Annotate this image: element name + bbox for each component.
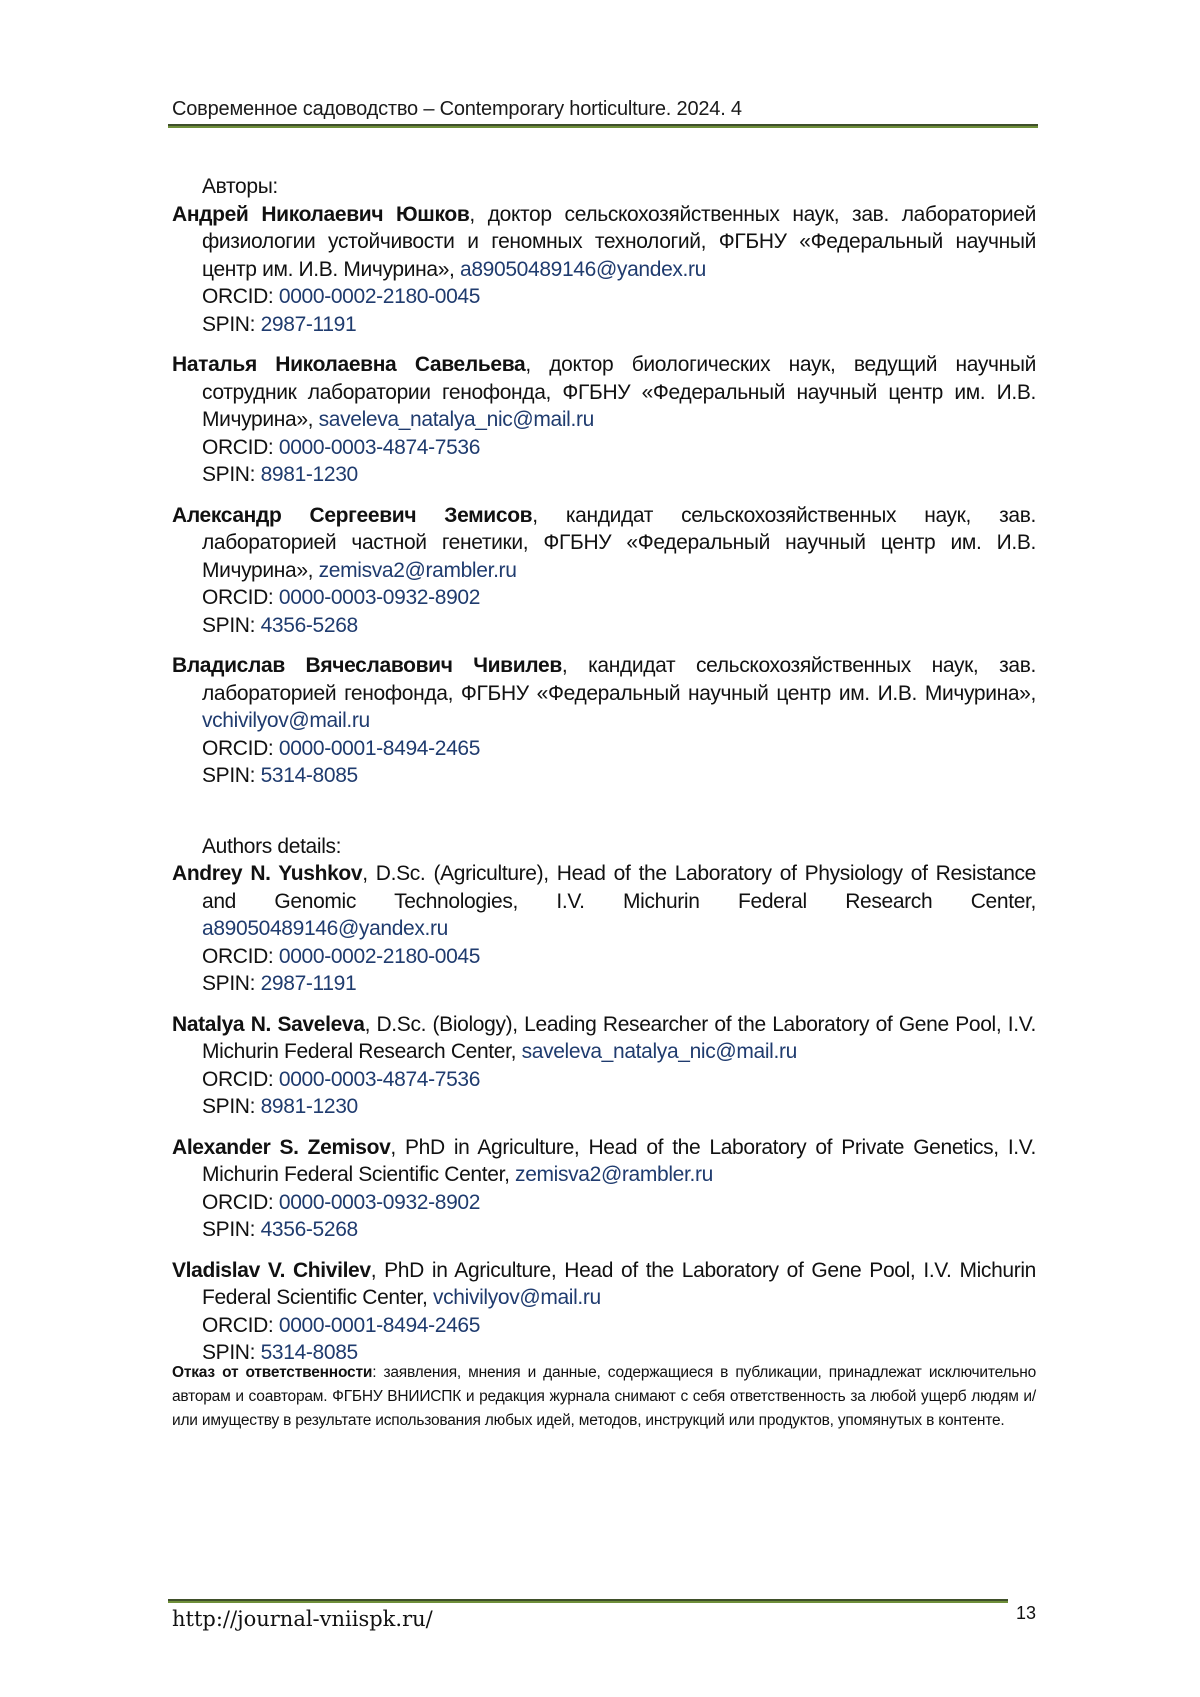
author-affiliation: , кандидат сельскохозяйственных наук, зав. лабораторией частной генетики, ФГБНУ «Федеральный научный центр им. И.В. Мичурина», [202,503,1036,582]
authors-label-en: Authors details: [202,834,342,858]
spin-label: SPIN: [202,312,261,336]
header-rule [168,124,1038,128]
authors-label-ru: Авторы: [202,175,278,198]
spin-label: SPIN: [202,1095,261,1118]
author-email-link[interactable]: saveleva_natalya_nic@mail.ru [521,1040,797,1063]
author-name: Alexander S. Zemisov [172,1135,391,1159]
spin-line [172,311,1036,339]
spin-label: SPIN: [202,764,261,787]
author-name: Andrey N. Yushkov [172,862,363,885]
spin-link[interactable]: 4356-5268 [260,1218,358,1241]
author-entry-en [172,860,1036,998]
orcid-label: ORCID: [202,435,279,459]
spin-line [172,612,1036,640]
spin-line [172,970,1036,998]
author-name: Александр Сергеевич Земисов [172,503,533,527]
author-email-link[interactable]: saveleva_natalya_nic@mail.ru [318,408,594,431]
orcid-line [172,1066,1036,1094]
spin-link[interactable]: 4356-5268 [260,613,358,637]
author-email-link[interactable]: a89050489146@yandex.ru [460,257,707,281]
author-name: Vladislav V. Chivilev [172,1258,371,1282]
disclaimer-text: : заявления, мнения и данные, содержащиеся в публикации, принадлежат исключительно авторам и соавторам. ФГБНУ ВНИИСПК и редакция журнала снимают с себя ответственность за любой ущерб людям и/или имуществу в результате использования любых идей, методов, инструкций или продуктов, упомянутых в контенте. [172,1364,1036,1429]
orcid-line [172,735,1036,763]
spin-label: SPIN: [202,463,261,486]
author-affiliation: , PhD in Agriculture, Head of the Laboratory of Private Genetics, I.V. Michurin Federal Scientific Center, [202,1135,1036,1186]
author-affiliation: , кандидат сельскохозяйственных наук, зав. лабораторией генофонда, ФГБНУ «Федеральный научный центр им. И.В. Мичурина», [202,654,1036,705]
author-entry-ru [172,351,1036,489]
author-entry-en [172,1134,1036,1244]
orcid-link[interactable]: 0000-0001-8494-2465 [278,736,481,760]
author-email-link[interactable]: zemisva2@rambler.ru [318,558,517,582]
author-name: Андрей Николаевич Юшков [172,202,470,226]
author-description [172,201,1036,284]
spin-link[interactable]: 8981-1230 [260,463,358,486]
author-description [172,351,1036,434]
author-email-link[interactable]: a89050489146@yandex.ru [202,917,448,940]
orcid-link[interactable]: 0000-0003-0932-8902 [278,1190,481,1214]
orcid-line [172,943,1036,971]
spin-link[interactable]: 8981-1230 [260,1095,358,1118]
author-entry-ru [172,201,1036,339]
spin-link[interactable]: 5314-8085 [260,764,358,787]
author-name: Владислав Вячеславович Чивилев [172,654,562,677]
author-description [172,1011,1036,1066]
author-entry-en [172,1257,1036,1367]
orcid-link[interactable]: 0000-0003-4874-7536 [278,435,481,459]
author-affiliation: , PhD in Agriculture, Head of the Laboratory of Gene Pool, I.V. Michurin Federal Scientific Center, [202,1258,1037,1309]
disclaimer [172,1361,1036,1433]
author-email-link[interactable]: vchivilyov@mail.ru [202,709,370,732]
footer-url-link[interactable]: http://journal-vniispk.ru/ [172,1607,433,1631]
orcid-link[interactable]: 0000-0001-8494-2465 [278,1313,481,1337]
spin-line [172,461,1036,489]
orcid-line [172,1189,1036,1217]
disclaimer-title: Отказ от ответственности [172,1364,373,1381]
author-description [172,860,1036,943]
orcid-label: ORCID: [202,285,279,308]
author-entry-ru [172,652,1036,790]
author-name: Natalya N. Saveleva [172,1012,365,1036]
spin-label: SPIN: [202,1341,261,1364]
authors-content [172,173,1036,1380]
orcid-line [172,584,1036,612]
author-entry-ru [172,502,1036,640]
spin-label: SPIN: [202,972,261,995]
orcid-link[interactable]: 0000-0003-0932-8902 [278,586,481,609]
running-header: Современное садоводство – Contemporary horticulture. 2024. 4 [172,98,742,120]
author-name: Наталья Николаевна Савельева [172,353,526,376]
author-affiliation: , доктор биологических наук, ведущий научный сотрудник лаборатории генофонда, ФГБНУ «Федеральный научный центр им. И.В. Мичурина», [202,353,1037,431]
spin-label: SPIN: [202,613,261,637]
author-description [172,1134,1036,1189]
spin-line [172,1093,1036,1121]
spin-link[interactable]: 2987-1191 [260,312,357,336]
orcid-line [172,434,1036,462]
author-entry-en [172,1011,1036,1121]
footer-rule [168,1599,1008,1603]
orcid-link[interactable]: 0000-0002-2180-0045 [278,944,481,968]
author-description [172,502,1036,585]
orcid-label: ORCID: [202,1067,279,1091]
orcid-line [172,1312,1036,1340]
author-email-link[interactable]: vchivilyov@mail.ru [433,1286,601,1309]
section-spacer [172,803,1036,833]
author-affiliation: , D.Sc. (Agriculture), Head of the Laboratory of Physiology of Resistance and Genomic Technologies, I.V. Michurin Federal Research Center, [202,862,1037,913]
spin-line [172,762,1036,790]
author-description [172,652,1036,735]
page-number: 13 [1016,1603,1037,1623]
author-email-link[interactable]: zemisva2@rambler.ru [515,1163,713,1186]
spin-line [172,1216,1036,1244]
author-affiliation: , D.Sc. (Biology), Leading Researcher of the Laboratory of Gene Pool, I.V. Michurin Federal Research Center, [202,1012,1036,1063]
spin-link[interactable]: 5314-8085 [260,1341,358,1364]
orcid-link[interactable]: 0000-0002-2180-0045 [278,285,481,308]
orcid-label: ORCID: [202,1313,279,1337]
author-description [172,1257,1036,1312]
orcid-label: ORCID: [202,944,279,968]
spin-label: SPIN: [202,1218,261,1241]
orcid-label: ORCID: [202,1190,279,1214]
orcid-label: ORCID: [202,586,279,609]
orcid-line [172,283,1036,311]
author-affiliation: , доктор сельскохозяйственных наук, зав. лабораторией физиологии устойчивости и геномных технологий, ФГБНУ «Федеральный научный центр им. И.В. Мичурина», [202,202,1036,281]
orcid-label: ORCID: [202,736,279,760]
orcid-link[interactable]: 0000-0003-4874-7536 [278,1067,481,1091]
spin-link[interactable]: 2987-1191 [260,972,357,995]
